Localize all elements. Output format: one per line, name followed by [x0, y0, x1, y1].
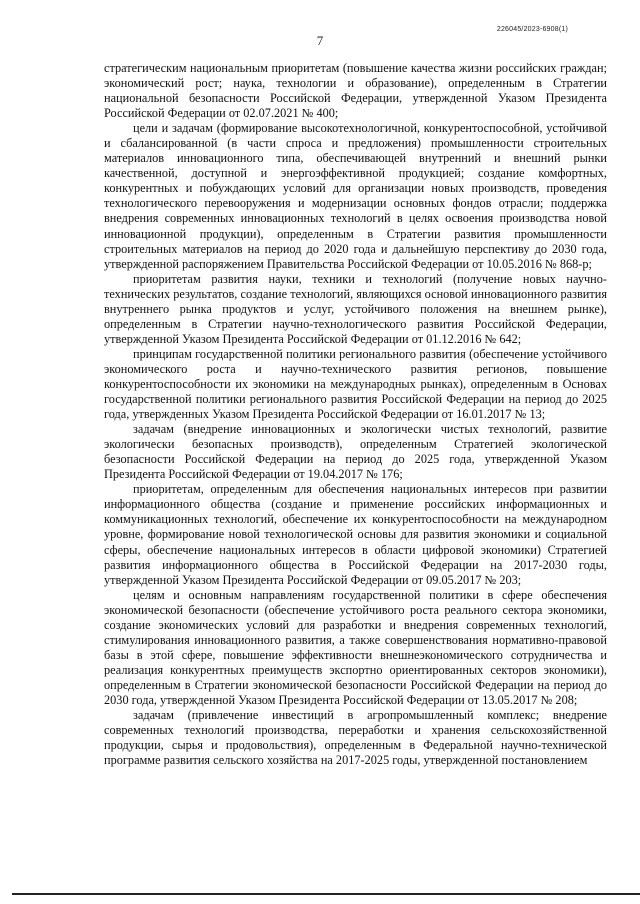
paragraph: задачам (привлечение инвестиций в агропромышленный комплекс; внедрение современных технологий производства, переработки и хранения сельскохозяйственной продукции, сырья и продовольствия), определенным в Федеральной научно-технической программе развития сельского хозяйства на 2017-2025 годы, утвержденной постановлением	[104, 708, 607, 768]
page-number: 7	[316, 33, 324, 48]
paragraph: приоритетам, определенным для обеспечения национальных интересов при развитии информационного общества (создание и применение российских информационных и коммуникационных технологий, обеспечение их конкурентоспособности на международном уровне, формирование новой технологической основы для развития экономики и социальной сферы, обеспечение национальных интересов в области цифровой экономики) Стратегией развития информационного общества в Российской Федерации на 2017-2030 годы, утвержденной Указом Президента Российской Федерации от 09.05.2017 № 203;	[104, 482, 607, 587]
document-body	[104, 61, 607, 768]
scan-edge-line	[12, 893, 640, 895]
paragraph: задачам (внедрение инновационных и экологически чистых технологий, развитие экологически безопасных производств), определенным Стратегией экологической безопасности Российской Федерации на период до 2025 года, утвержденной Указом Президента Российской Федерации от 19.04.2017 № 176;	[104, 422, 607, 482]
paragraph: целям и основным направлениям государственной политики в сфере обеспечения экономической безопасности (обеспечение устойчивого роста реального сектора экономики, создание экономических условий для разработки и внедрения современных технологий, стимулирования инновационного развития, а также совершенствования нормативно-правовой базы в этой сфере, повышение эффективности внешнеэкономического сотрудничества и реализация конкурентных преимуществ экспортно ориентированных секторов экономики), определенным в Стратегии экономической безопасности Российской Федерации на период до 2030 года, утвержденной Указом Президента Российской Федерации от 13.05.2017 № 208;	[104, 587, 607, 707]
paragraph: приоритетам развития науки, техники и технологий (получение новых научно-технических результатов, создание технологий, являющихся основой инновационного развития внутреннего рынка продуктов и услуг, устойчивого положения на внешнем рынке), определенным в Стратегии научно-технологического развития Российской Федерации, утвержденной Указом Президента Российской Федерации от 01.12.2016 № 642;	[104, 271, 607, 346]
paragraph: стратегическим национальным приоритетам (повышение качества жизни российских граждан; экономический рост; наука, технологии и образование), определенным в Стратегии национальной безопасности Российской Федерации, утвержденной Указом Президента Российской Федерации от 02.07.2021 № 400;	[104, 61, 607, 121]
document-number-stamp: 226045/2023-6908(1)	[496, 26, 568, 33]
paragraph: цели и задачам (формирование высокотехнологичной, конкурентоспособной, устойчивой и сбалансированной (в части спроса и предложения) промышленности строительных материалов инновационного типа, обеспечивающей внутренний и внешний рынки качественной, доступной и энергоэффективной продукцией; создание комфортных, конкурентных и побуждающих условий для организации новых производств, проведения технологического перевооружения и модернизации основных фондов отрасли; поддержка внедрения современных инновационных технологий в целях освоения производства новой инновационной продукции), определенным в Стратегии развития промышленности строительных материалов на период до 2020 года и дальнейшую перспективу до 2030 года, утвержденной распоряжением Правительства Российской Федерации от 10.05.2016 № 868-р;	[104, 121, 607, 271]
paragraph: принципам государственной политики регионального развития (обеспечение устойчивого экономического роста и научно-технического развития регионов, повышение конкурентоспособности их экономики на международных рынках), определенным в Основах государственной политики регионального развития Российской Федерации на период до 2025 года, утвержденных Указом Президента Российской Федерации от 16.01.2017 № 13;	[104, 346, 607, 422]
